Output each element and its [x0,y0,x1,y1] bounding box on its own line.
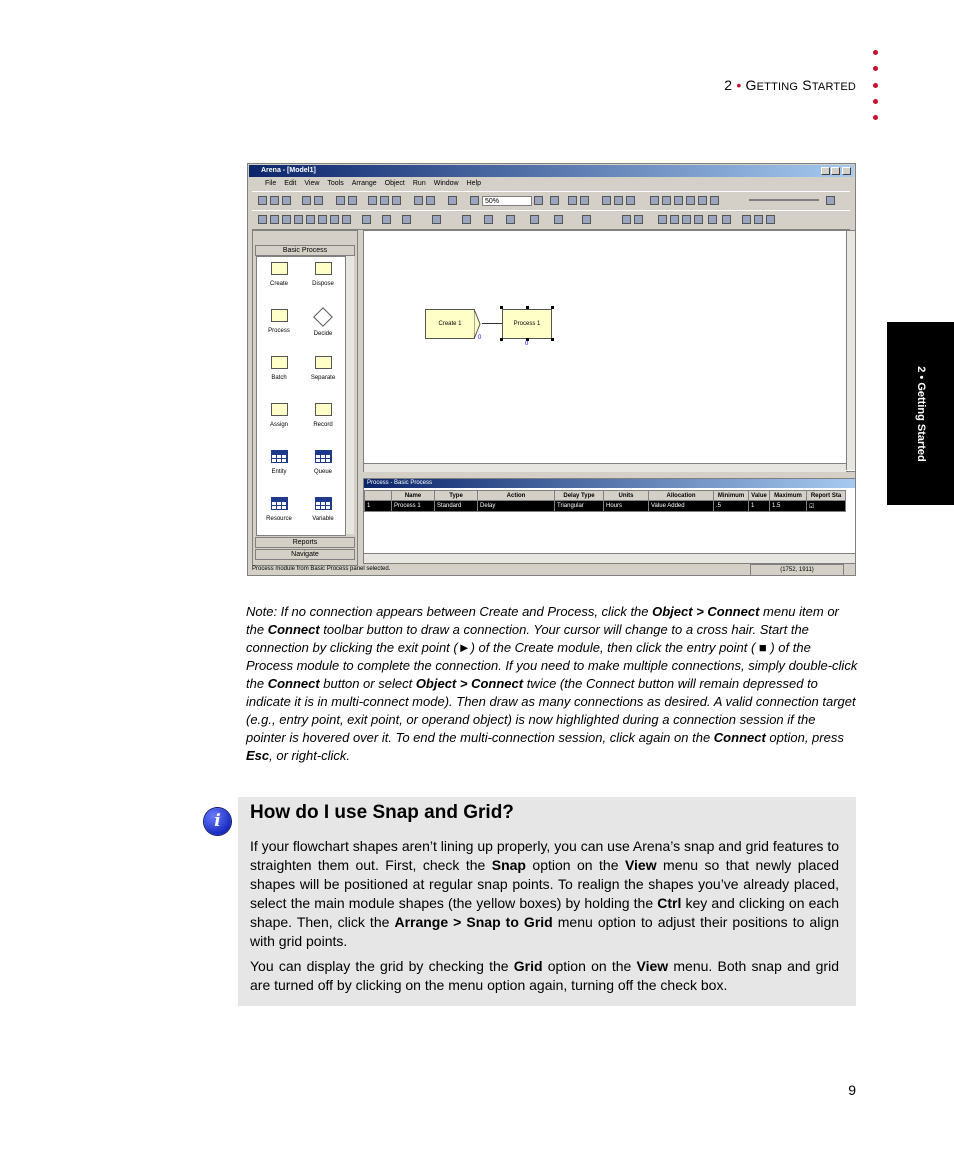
process-counter: 0 [525,341,529,347]
column-header[interactable]: Report Sta [807,491,846,501]
table-header-row [365,491,846,501]
module-label: Separate [310,375,336,381]
column-header[interactable]: Type [435,491,478,501]
note-paragraph: Note: If no connection appears between Create and Process, click the Object > Connect menu item or the Connect toolbar button to draw a connection. Your cursor will change to a cross hair. Start the connection by clicking the exit point (►) of the Create module, then click the entry point ( ■ ) of the Process module to complete the connection. If you need to make multiple connections, simply double-click the Connect button or select Object > Connect twice (the Connect button will remain depressed to indicate it is in multi-connect mode). Then draw as many connections as desired. A valid connection target (e.g., entry point, exit point, or operand object) is now highlighted during a connection session if the pointer is hovered over it. To end the multi-connection session, click again on the Connect option, press Esc, or right-click. [246,604,858,763]
line-style-icon[interactable] [484,215,493,224]
date-icon[interactable] [670,215,679,224]
panel-scrollbar[interactable] [345,256,354,534]
column-header[interactable]: Maximum [770,491,807,501]
module-process[interactable] [257,309,301,334]
table-cell[interactable]: 1 [365,501,392,512]
module-assign-icon [271,403,288,416]
connection-line[interactable] [482,323,502,324]
template-icon[interactable] [302,196,311,205]
canvas-hscroll[interactable] [364,463,846,472]
fill-color-icon[interactable] [382,215,391,224]
connect-icon[interactable] [568,196,577,205]
fast-forward-icon[interactable] [674,196,683,205]
module-label: Variable [312,516,334,522]
selection-handle[interactable] [551,306,554,309]
selection-handle[interactable] [500,306,503,309]
print-preview-icon[interactable] [348,196,357,205]
module-queue[interactable] [301,450,345,475]
template-detach-icon[interactable] [314,196,323,205]
variable-icon[interactable] [682,215,691,224]
resource-anim-icon[interactable] [742,215,751,224]
page-number: 9 [848,1082,856,1098]
close-icon[interactable] [842,167,851,175]
create-module-node[interactable]: Create 1 [425,309,475,339]
window-titlebar [249,165,854,177]
copy-icon[interactable] [380,196,389,205]
margin-dot [873,66,878,71]
line-color-icon[interactable] [362,215,371,224]
table-cell[interactable]: .5 [714,501,749,512]
module-decide-icon [313,307,333,327]
table-row[interactable] [365,501,846,512]
menu-run[interactable]: Run [412,180,426,187]
layers-icon[interactable] [550,196,559,205]
module-resource[interactable] [257,497,301,522]
reports-panel-bar[interactable]: Reports [255,537,355,548]
module-separate[interactable] [301,356,345,381]
window-title: Arena - [Model1] [261,167,316,174]
process-table [364,490,846,512]
module-dispose-icon [315,262,332,275]
selection-handle[interactable] [551,338,554,341]
column-header[interactable]: Allocation [649,491,714,501]
arena-screenshot [247,163,856,576]
table-cell[interactable]: Delay [478,501,555,512]
canvas-vscroll[interactable] [846,231,855,470]
box-icon[interactable] [306,215,315,224]
pause-icon[interactable] [686,196,695,205]
line-icon[interactable] [258,215,267,224]
polyline-icon[interactable] [270,215,279,224]
line-width-icon[interactable] [462,215,471,224]
module-variable-icon [315,497,332,510]
column-header[interactable]: Minimum [714,491,749,501]
menu-bar [249,178,854,189]
window-bg-icon[interactable] [432,215,441,224]
print-icon[interactable] [336,196,345,205]
end-icon[interactable] [710,196,719,205]
selection-handle[interactable] [526,306,529,309]
table-cell[interactable]: Standard [435,501,478,512]
column-header[interactable]: Delay Type [555,491,604,501]
module-list [256,256,346,536]
menu-window[interactable]: Window [433,180,459,187]
view-icon[interactable] [448,196,457,205]
chapter-title: GETTING STARTED [745,77,856,93]
margin-dot [873,99,878,104]
module-label: Assign [269,422,288,428]
module-label: Decide [313,331,333,337]
arc-icon[interactable] [282,215,291,224]
station-icon[interactable] [766,215,775,224]
module-entity-icon [271,450,288,463]
standard-toolbar [252,191,850,211]
running-header [640,77,856,93]
table-cell[interactable]: Process 1 [392,501,435,512]
dropdown-arrow-icon[interactable] [534,196,543,205]
save-icon[interactable] [282,196,291,205]
flowchart-canvas[interactable] [363,230,856,472]
context-help-icon[interactable] [826,196,835,205]
column-header[interactable]: Action [478,491,555,501]
chapter-number: 2 [724,77,733,93]
show-dimensions-icon[interactable] [582,215,591,224]
table-cell[interactable]: Triangular [555,501,604,512]
polygon-icon[interactable] [318,215,327,224]
table-cell[interactable]: 1.5 [770,501,807,512]
module-create-icon [271,262,288,275]
zoom-icon[interactable] [470,196,479,205]
module-dispose[interactable] [301,262,345,287]
status-coordinates: (1752, 1911) [750,564,844,576]
status-message: Process module from Basic Process panel selected. [252,566,391,572]
module-entity[interactable] [257,450,301,475]
draw-toolbar [252,210,850,230]
column-header[interactable]: Name [392,491,435,501]
menu-object[interactable]: Object [384,180,405,187]
new-icon[interactable] [258,196,267,205]
column-header[interactable]: Value [749,491,770,501]
module-variable[interactable] [301,497,345,522]
text-color-icon[interactable] [402,215,411,224]
module-batch-icon [271,356,288,369]
create-counter: 0 [478,335,482,341]
module-record-icon [315,403,332,416]
chapter-side-tab [887,322,954,505]
zoom-select[interactable]: 50% [482,196,532,206]
menu-help[interactable]: Help [466,180,482,187]
histogram-icon[interactable] [722,215,731,224]
undo-icon[interactable] [414,196,423,205]
module-assign[interactable] [257,403,301,428]
open-icon[interactable] [270,196,279,205]
header-bullet: • [736,77,742,93]
column-header[interactable] [365,491,392,501]
tip-title: How do I use Snap and Grid? [250,802,514,823]
maximize-icon[interactable] [831,167,840,175]
plot-icon[interactable] [708,215,717,224]
selection-handle[interactable] [500,338,503,341]
start-over-icon[interactable] [698,196,707,205]
menu-edit[interactable]: Edit [284,180,297,187]
module-label: Resource [266,516,292,522]
spreadsheet-title: Process - Basic Process [364,479,855,488]
storage-icon[interactable] [634,215,643,224]
process-module-node[interactable]: Process 1 [502,309,552,339]
animate-icon[interactable] [614,196,623,205]
side-tab-label: 2 • Getting Started [914,365,927,462]
module-record[interactable] [301,403,345,428]
module-queue-icon [315,450,332,463]
module-process-icon [271,309,288,322]
smart-connect-icon[interactable] [580,196,589,205]
table-cell[interactable]: 1 [749,501,770,512]
info-icon: i [204,808,231,835]
menu-tools[interactable]: Tools [327,180,344,187]
animation-speed-slider[interactable] [749,199,819,201]
step-icon[interactable] [662,196,671,205]
module-label: Record [313,422,333,428]
paste-icon[interactable] [392,196,401,205]
pattern-icon[interactable] [530,215,539,224]
global-icon[interactable] [754,215,763,224]
module-label: Batch [271,375,287,381]
menu-arrange[interactable]: Arrange [351,180,377,187]
project-bar [252,230,358,566]
text-icon[interactable] [342,215,351,224]
module-label: Queue [313,469,332,475]
go-icon[interactable] [650,196,659,205]
queue-anim-icon[interactable] [622,215,631,224]
margin-dot [873,115,878,120]
navigate-panel-bar[interactable]: Navigate [255,549,355,560]
redo-icon[interactable] [426,196,435,205]
module-resource-icon [271,497,288,510]
cut-icon[interactable] [368,196,377,205]
counter-icon[interactable] [626,196,635,205]
spreadsheet-hscroll[interactable] [364,553,855,563]
arrow-style-icon[interactable] [506,215,515,224]
margin-dot [873,83,878,88]
column-header[interactable]: Units [604,491,649,501]
bezier-icon[interactable] [294,215,303,224]
module-create[interactable] [257,262,301,287]
module-separate-icon [315,356,332,369]
module-decide[interactable] [301,309,345,337]
module-label: Process [268,328,290,334]
clock-icon[interactable] [658,215,667,224]
module-label: Create [269,281,288,287]
level-icon[interactable] [694,215,703,224]
minimize-icon[interactable] [821,167,830,175]
module-label: Entity [271,469,287,475]
module-batch[interactable] [257,356,301,381]
tip-paragraph-1: If your flowchart shapes aren’t lining up properly, you can use Arena’s snap and grid features to straighten them out. First, check the Snap option on the View menu so that newly placed shapes will be positioned at regular snap points. To realign the shapes you’ve already placed, select the main module shapes (the yellow boxes) by holding the Ctrl key and clicking on each shape. Then, click the Arrange > Snap to Grid menu option to adjust their positions to align with grid points. [250,838,840,949]
table-cell[interactable]: Hours [604,501,649,512]
spreadsheet-view [363,478,856,564]
tip-paragraph-2: You can display the grid by checking the Grid option on the View menu. Both snap and grid are turned off by clicking on the menu option again, turning off the check box. [250,958,839,993]
table-cell[interactable]: Value Added [649,501,714,512]
panel-header[interactable]: Basic Process [255,245,355,256]
module-label: Dispose [312,281,334,287]
submodel-icon[interactable] [602,196,611,205]
ellipse-icon[interactable] [330,215,339,224]
fill-pattern-icon[interactable] [554,215,563,224]
margin-dot [873,50,878,55]
report-stats-checkbox[interactable]: ☑ [807,501,846,512]
status-bar [249,564,854,575]
menu-file[interactable]: File [265,180,277,187]
menu-view[interactable]: View [304,180,320,187]
